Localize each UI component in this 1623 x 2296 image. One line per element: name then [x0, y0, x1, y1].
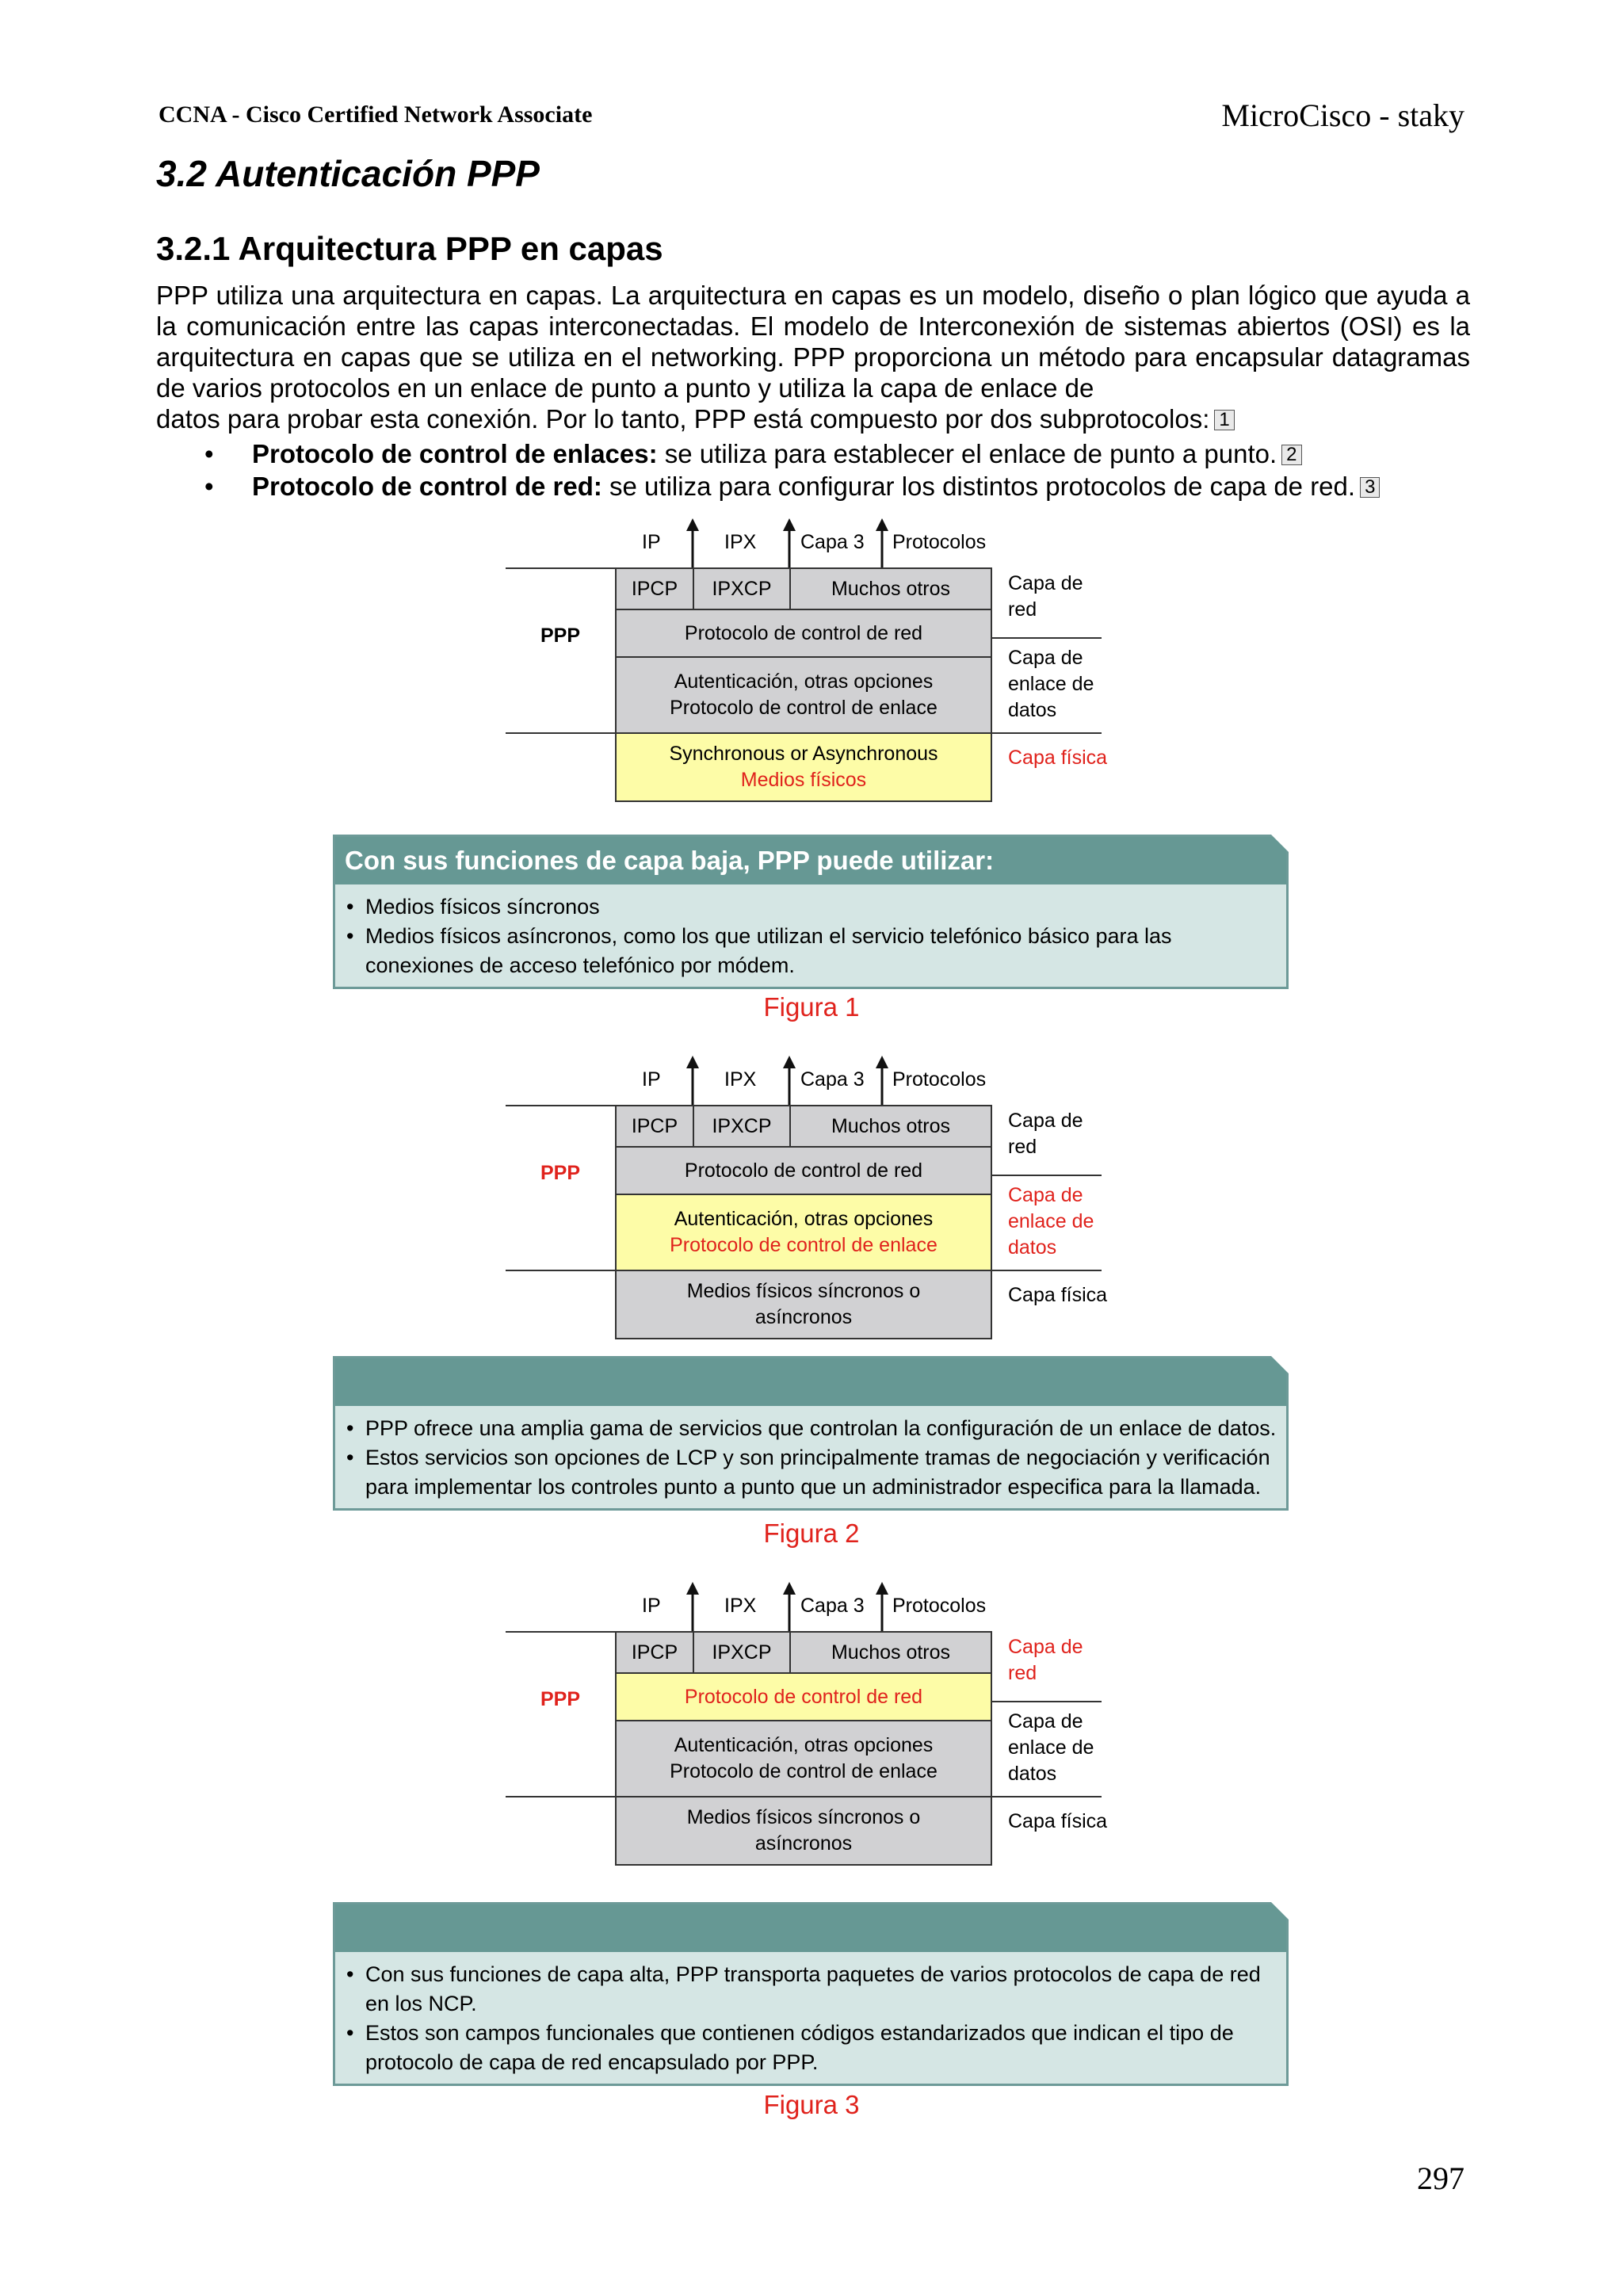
auth-text: Autenticación, otras opciones: [674, 1208, 934, 1230]
callout-2: [333, 1356, 1289, 1511]
reference-1-button[interactable]: 1: [1214, 410, 1234, 430]
callout-title: [335, 1358, 1286, 1406]
lcp-cell: [615, 656, 992, 734]
network-layer-label: Capa de red: [1008, 572, 1083, 621]
bullet-term: Protocolo de control de red:: [252, 472, 602, 501]
network-layer-label: Capa de red: [1008, 1636, 1083, 1684]
ipcp-cell: IPCP: [615, 1631, 694, 1674]
ppp-label: PPP: [540, 1688, 581, 1710]
callout-item: • Con sus funciones de capa alta, PPP transporta paquetes de varios protocolos de capa de red en los NCP.: [346, 1960, 1278, 2019]
datalink-layer-label: Capa de enlace de datos: [1008, 1184, 1094, 1259]
figure-caption-1: Figura 1: [763, 992, 860, 1022]
callout-title: [335, 1904, 1286, 1952]
intro-paragraph: [156, 280, 1470, 434]
callout-title: Con sus funciones de capa baja, PPP puede utilizar:: [335, 837, 1286, 884]
page-number: 297: [1417, 2160, 1465, 2196]
ppp-layer-diagram-3: [506, 1577, 1116, 1870]
header-right: MicroCisco - staky: [1221, 97, 1465, 133]
reference-3-button[interactable]: 3: [1360, 477, 1380, 498]
lcp-text: Protocolo de control de enlace: [670, 697, 938, 719]
ppp-layer-diagram-1: [506, 514, 1116, 807]
label-protocolos: Protocolos: [892, 1595, 987, 1617]
muchos-otros-cell: Muchos otros: [789, 567, 992, 610]
bullet-text: se utiliza para establecer el enlace de punto a punto.: [657, 439, 1277, 468]
label-ip: IP: [642, 1068, 661, 1091]
muchos-otros-cell: Muchos otros: [789, 1631, 992, 1674]
physical-layer-label: Capa física: [1008, 1284, 1108, 1306]
ipcp-cell: IPCP: [615, 1105, 694, 1148]
lcp-text: Protocolo de control de enlace: [670, 1760, 938, 1782]
paragraph-last-line: datos para probar esta conexión. Por lo tanto, PPP está compuesto por dos subprotocolos:: [156, 404, 1210, 434]
physical-layer-label: Capa física: [1008, 747, 1108, 769]
lcp-text: Protocolo de control de enlace: [670, 1234, 938, 1256]
figure-caption-2: Figura 2: [763, 1519, 860, 1548]
paragraph-body: PPP utiliza una arquitectura en capas. La arquitectura en capas es un modelo, diseño o plan lógico que ayuda a la comunicación entre las capas interconectadas. El modelo de Interconexión de sistemas abiertos (OSI) es la arquitectura en capas que se utiliza en el networking. PPP proporciona un método para encapsular datagramas de varios protocolos en un enlace de punto a punto y utiliza la capa de enlace de: [156, 281, 1470, 403]
callout-3: [333, 1902, 1289, 2086]
medios-sync-text-2: asíncronos: [754, 1306, 853, 1328]
ncp-cell: Protocolo de control de red: [615, 1672, 992, 1721]
header-left: CCNA - Cisco Certified Network Associate: [158, 101, 593, 128]
label-ipx: IPX: [724, 1595, 757, 1617]
ncp-cell: Protocolo de control de red: [615, 1146, 992, 1195]
ipxcp-cell: IPXCP: [693, 1631, 791, 1674]
callout-item: • PPP ofrece una amplia gama de servicios que controlan la configuración de un enlace de datos.: [346, 1414, 1278, 1443]
datalink-layer-label: Capa de enlace de datos: [1008, 647, 1094, 721]
callout-item: • Medios físicos asíncronos, como los que utilizan el servicio telefónico básico para las conexiones de acceso telefónico por módem.: [346, 922, 1278, 980]
label-capa3: Capa 3: [800, 531, 865, 553]
sync-async-text: Synchronous or Asynchronous: [669, 743, 938, 765]
subsection-title: 3.2.1 Arquitectura PPP en capas: [156, 230, 663, 267]
callout-item: • Estos servicios son opciones de LCP y son principalmente tramas de negociación y verificación para implementar los controles punto a punto que un administrador especifica para la llamada.: [346, 1443, 1278, 1502]
label-protocolos: Protocolos: [892, 1068, 987, 1091]
medios-sync-text-2: asíncronos: [754, 1832, 853, 1855]
ncp-cell: Protocolo de control de red: [615, 609, 992, 658]
label-ipx: IPX: [724, 1068, 757, 1091]
label-ipx: IPX: [724, 531, 757, 553]
ipxcp-cell: IPXCP: [693, 567, 791, 610]
reference-2-button[interactable]: 2: [1281, 445, 1301, 465]
lcp-cell: [615, 1194, 992, 1271]
bullet-icon: •: [204, 439, 214, 468]
label-capa3: Capa 3: [800, 1595, 865, 1617]
ppp-label: PPP: [540, 625, 581, 647]
physical-cell: [615, 1270, 992, 1339]
bullet-text: se utiliza para configurar los distintos protocolos de capa de red.: [601, 472, 1356, 501]
auth-text: Autenticación, otras opciones: [674, 670, 934, 693]
network-layer-label: Capa de red: [1008, 1110, 1083, 1158]
bullet-icon: •: [204, 472, 214, 501]
ipxcp-cell: IPXCP: [693, 1105, 791, 1148]
figure-caption-3: Figura 3: [763, 2090, 860, 2119]
label-ip: IP: [642, 1595, 661, 1617]
ppp-label: PPP: [540, 1162, 581, 1184]
callout-item: • Estos son campos funcionales que contienen códigos estandarizados que indican el tipo de protocolo de capa de red encapsulado por PPP.: [346, 2019, 1278, 2077]
ppp-layer-diagram-2: [506, 1051, 1116, 1344]
muchos-otros-cell: Muchos otros: [789, 1105, 992, 1148]
bullet-term: Protocolo de control de enlaces:: [252, 439, 658, 468]
label-ip: IP: [642, 531, 661, 553]
callout-item: • Medios físicos síncronos: [346, 892, 1278, 922]
label-protocolos: Protocolos: [892, 531, 987, 553]
physical-cell: [615, 1796, 992, 1866]
medios-sync-text-1: Medios físicos síncronos o: [686, 1806, 921, 1828]
label-capa3: Capa 3: [800, 1068, 865, 1091]
callout-1: [333, 835, 1289, 989]
physical-cell: [615, 732, 992, 802]
medios-sync-text-1: Medios físicos síncronos o: [686, 1280, 921, 1302]
section-title: 3.2 Autenticación PPP: [156, 153, 540, 194]
lcp-cell: [615, 1720, 992, 1797]
medios-fisicos-text: Medios físicos: [740, 769, 867, 791]
auth-text: Autenticación, otras opciones: [674, 1734, 934, 1756]
physical-layer-label: Capa física: [1008, 1810, 1108, 1832]
datalink-layer-label: Capa de enlace de datos: [1008, 1710, 1094, 1785]
ipcp-cell: IPCP: [615, 567, 694, 610]
